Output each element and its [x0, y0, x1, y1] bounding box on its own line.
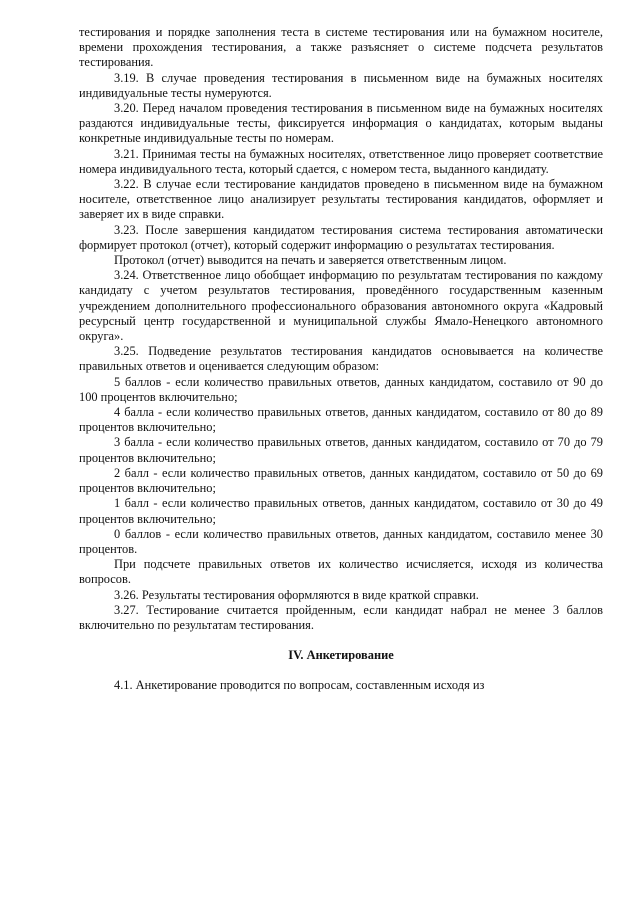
paragraph-score-4: 4 балла - если количество правильных ответов, данных кандидатом, составило от 80 до 89 процентов включительно;: [79, 405, 603, 435]
paragraph-score-0: 0 баллов - если количество правильных ответов, данных кандидатом, составило менее 30 процентов.: [79, 526, 603, 556]
paragraph-3-26: 3.26. Результаты тестирования оформляются в виде краткой справки.: [114, 587, 479, 602]
paragraph-count-rule: При подсчете правильных ответов их количество исчисляется, исходя из количества вопросов.: [79, 557, 603, 587]
paragraph-3-19: 3.19. В случае проведения тестирования в письменном виде на бумажных носителях индивидуальные тесты нумеруются.: [79, 70, 603, 100]
paragraph-3-27: 3.27. Тестирование считается пройденным, если кандидат набрал не менее 3 баллов включительно по результатам тестирования.: [79, 602, 603, 632]
paragraph-protocol: Протокол (отчет) выводится на печать и заверяется ответственным лицом.: [114, 253, 507, 268]
paragraph-4-1: 4.1. Анкетирование проводится по вопросам, составленным исходя из: [114, 678, 485, 693]
paragraph-score-1: 1 балл - если количество правильных ответов, данных кандидатом, составило от 30 до 49 процентов включительно;: [79, 496, 603, 526]
paragraph-3-21: 3.21. Принимая тесты на бумажных носителях, ответственное лицо проверяет соответствие номера индивидуального теста, который сдается, с номером теста, выданного кандидату.: [79, 146, 603, 176]
paragraph-3-23: 3.23. После завершения кандидатом тестирования система тестирования автоматически формирует протокол (отчет), который содержит информацию о результатах тестирования.: [79, 222, 603, 252]
paragraph-3-24: 3.24. Ответственное лицо обобщает информацию по результатам тестирования по каждому кандидату с учетом результатов тестирования, проведённого государственным казенным учреждением дополнительного профессионального образования автономного округа «Кадровый ресурсный центр государственной и муниципальной службы Ямало-Ненецкого автономного округа».: [79, 268, 603, 344]
section-heading: IV. Анкетирование: [288, 648, 394, 663]
paragraph-3-22: 3.22. В случае если тестирование кандидатов проведено в письменном виде на бумажном носителе, ответственное лицо анализирует результаты тестирования кандидатов, оформляет и заверяет их в виде справки.: [79, 177, 603, 222]
paragraph-3-25: 3.25. Подведение результатов тестирования кандидатов основывается на количестве правильных ответов и оценивается следующим образом:: [79, 344, 603, 374]
paragraph-score-2: 2 балл - если количество правильных ответов, данных кандидатом, составило от 50 до 69 процентов включительно;: [79, 465, 603, 496]
paragraph-score-3: 3 балла - если количество правильных ответов, данных кандидатом, составило от 70 до 79 процентов включительно;: [79, 435, 603, 465]
document-page: [79, 25, 603, 694]
paragraph-intro: тестирования и порядке заполнения теста в системе тестирования или на бумажном носителе, времени прохождения тестирования, а также разъясняет о системе подсчета результатов тестирования.: [79, 25, 603, 70]
paragraph-3-20: 3.20. Перед началом проведения тестирования в письменном виде на бумажных носителях раздаются индивидуальные тесты, фиксируется информация о кандидатах, которым выданы конкретные индивидуальные тесты по номерам.: [79, 101, 603, 146]
paragraph-score-5: 5 баллов - если количество правильных ответов, данных кандидатом, составило от 90 до 100 процентов включительно;: [79, 374, 603, 404]
